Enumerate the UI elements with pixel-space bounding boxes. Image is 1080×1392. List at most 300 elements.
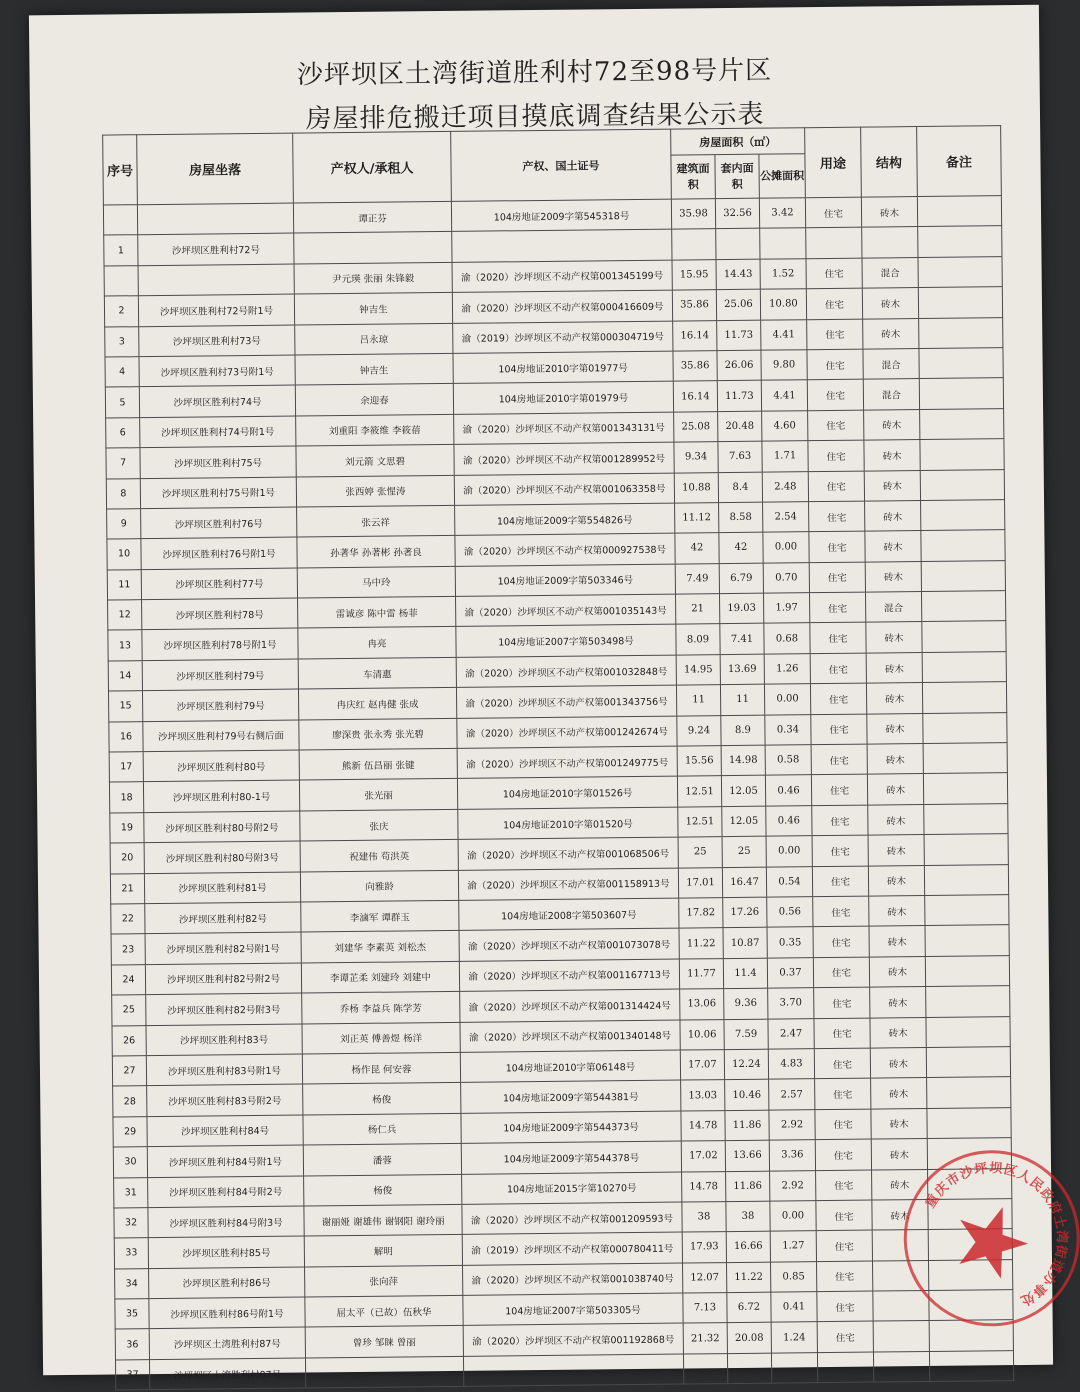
cell-area-inner: 11 — [720, 684, 764, 715]
header-owner: 产权人/承租人 — [293, 131, 452, 203]
cell-seq: 21 — [110, 873, 144, 904]
cell-area-shared: 0.68 — [764, 623, 810, 654]
cell-area-build: 13.06 — [680, 989, 724, 1020]
cell-location: 沙坪坝区土湾胜利村87号 — [149, 1327, 305, 1359]
cell-remarks — [924, 864, 1008, 895]
header-seq: 序号 — [103, 135, 138, 205]
cell-cert: 104房地证2010字第01979号 — [453, 381, 673, 414]
cell-area-inner: 13.66 — [725, 1140, 769, 1171]
cell-structure: 砖木 — [870, 1017, 926, 1048]
cell-cert: 104房地证2007字第503305号 — [463, 1293, 683, 1326]
cell-cert: 渝（2020）沙坪坝区不动产权第001158913号 — [458, 868, 678, 901]
cell-seq: 3 — [105, 326, 139, 357]
cell-structure: 砖木 — [867, 744, 923, 775]
cell-owner: 刘正英 傅善煜 杨洋 — [302, 1022, 460, 1054]
cell-structure: 砖木 — [868, 835, 924, 866]
cell-cert: 104房地证2009字第503346号 — [455, 564, 675, 597]
cell-use: 住宅 — [805, 197, 861, 228]
cell-area-shared: 2.92 — [769, 1109, 815, 1140]
cell-area-inner: 20.08 — [727, 1323, 771, 1354]
cell-use: 住宅 — [813, 926, 869, 957]
cell-location: 沙坪坝区胜利村78号 — [142, 598, 298, 630]
cell-seq: 19 — [110, 812, 144, 843]
cell-location: 沙坪坝区胜利村86号 — [149, 1267, 305, 1299]
cell-area-build — [672, 229, 716, 260]
cell-structure: 砖木 — [867, 713, 923, 744]
cell-area-build: 10.06 — [680, 1019, 724, 1050]
cell-owner: 刘元箭 文思碧 — [296, 445, 454, 477]
cell-area-build: 9.24 — [677, 715, 721, 746]
cell-structure — [862, 227, 918, 258]
cell-structure: 砖木 — [864, 470, 920, 501]
cell-location: 沙坪坝区胜利村83号 — [146, 1024, 302, 1056]
cell-seq: 32 — [114, 1208, 148, 1239]
cell-owner: 曾珍 邹睐 曾丽 — [305, 1326, 463, 1358]
cell-structure: 砖木 — [872, 1169, 928, 1200]
cell-area-inner: 7.63 — [718, 441, 762, 472]
cell-area-shared: 1.52 — [760, 258, 806, 289]
cell-owner: 张庆 — [300, 809, 458, 841]
cell-owner: 屈太平（已故）伍秋华 — [305, 1295, 463, 1327]
cell-area-shared: 4.83 — [768, 1049, 814, 1080]
cell-area-build: 38 — [682, 1201, 726, 1232]
cell-seq: 28 — [113, 1086, 147, 1117]
cell-area-shared: 4.41 — [761, 319, 807, 350]
cell-area-inner: 11.73 — [717, 381, 761, 412]
cell-owner: 张光丽 — [299, 779, 457, 811]
cell-area-build: 35.98 — [671, 199, 715, 230]
cell-use: 住宅 — [815, 1078, 871, 1109]
cell-cert: 104房地证2015字第10270号 — [462, 1172, 682, 1205]
cell-owner: 谭正芬 — [293, 201, 451, 233]
cell-structure — [873, 1321, 929, 1352]
cell-structure: 砖木 — [871, 1078, 927, 1109]
cell-area-shared: 2.92 — [770, 1170, 816, 1201]
cell-remarks — [919, 317, 1003, 348]
cell-area-shared: 0.85 — [771, 1261, 817, 1292]
cell-area-inner: 11.73 — [717, 320, 761, 351]
cell-remarks — [922, 621, 1006, 652]
cell-owner: 尹元瑛 张丽 朱锋毅 — [294, 262, 452, 294]
cell-use: 住宅 — [806, 258, 862, 289]
cell-cert: 渝（2020）沙坪坝区不动产权第001167713号 — [459, 959, 679, 992]
cell-owner: 张向萍 — [305, 1265, 463, 1297]
cell-remarks — [924, 834, 1008, 865]
cell-area-build: 8.09 — [676, 624, 720, 655]
cell-use: 住宅 — [813, 957, 869, 988]
cell-area-shared: 2.54 — [763, 502, 809, 533]
cell-owner: 刘重阳 李筱维 李筱蓓 — [296, 414, 454, 446]
cell-area-inner: 13.69 — [720, 654, 764, 685]
cell-area-inner: 10.87 — [723, 928, 767, 959]
cell-area-build: 11 — [676, 685, 720, 716]
cell-area-build: 17.07 — [680, 1050, 724, 1081]
cell-owner: 杨仁兵 — [303, 1113, 461, 1145]
cell-area-shared: 0.56 — [767, 897, 813, 928]
cell-owner: 钟吉生 — [294, 293, 452, 325]
cell-area-inner: 25 — [722, 836, 766, 867]
cell-remarks — [918, 287, 1002, 318]
cell-owner: 李滷军 谭群玉 — [301, 900, 459, 932]
cell-area-inner — [716, 229, 760, 260]
cell-seq: 27 — [112, 1056, 146, 1087]
cell-use: 住宅 — [816, 1261, 872, 1292]
cell-area-build: 7.13 — [683, 1293, 727, 1324]
cell-seq: 26 — [112, 1025, 146, 1056]
cell-location: 沙坪坝区胜利村72号 — [138, 233, 294, 265]
cell-location: 沙坪坝区胜利村75号 — [140, 446, 296, 478]
cell-owner: 解明 — [304, 1235, 462, 1267]
cell-location — [137, 203, 293, 235]
cell-use: 住宅 — [808, 471, 864, 502]
cell-use: 住宅 — [807, 319, 863, 350]
cell-location: 沙坪坝区胜利村85号 — [148, 1236, 304, 1268]
cell-structure: 砖木 — [864, 409, 920, 440]
cell-remarks — [922, 682, 1006, 713]
cell-area-shared: 1.71 — [762, 441, 808, 472]
cell-location: 沙坪坝区胜利村80号 — [143, 750, 299, 782]
cell-structure: 砖木 — [870, 1047, 926, 1078]
cell-area-shared: 3.70 — [768, 988, 814, 1019]
cell-area-build: 35.86 — [672, 290, 716, 321]
cell-owner: 吕永琼 — [295, 323, 453, 355]
cell-structure — [873, 1351, 929, 1382]
cell-remarks — [922, 651, 1006, 682]
header-area-inner: 套内面积 — [715, 154, 759, 198]
cell-location: 沙坪坝区胜利村74号附1号 — [140, 416, 296, 448]
cell-area-build: 17.93 — [682, 1232, 726, 1263]
cell-owner: 杨俊 — [304, 1174, 462, 1206]
cell-area-build: 10.88 — [674, 472, 718, 503]
cell-owner: 刘建华 李素英 刘松杰 — [301, 931, 459, 963]
cell-location: 沙坪坝区胜利村84号附2号 — [148, 1176, 304, 1208]
cell-cert — [463, 1354, 683, 1387]
cell-remarks — [920, 408, 1004, 439]
header-remarks: 备注 — [917, 126, 1002, 197]
cell-seq: 36 — [115, 1329, 149, 1360]
cell-area-shared: 0.00 — [764, 684, 810, 715]
header-area-shared: 公摊面积 — [759, 154, 805, 198]
cell-structure: 砖木 — [871, 1139, 927, 1170]
cell-area-shared: 0.54 — [766, 866, 812, 897]
cell-area-inner: 16.66 — [726, 1231, 770, 1262]
cell-structure: 砖木 — [866, 622, 922, 653]
cell-owner: 杨作昆 何安蓉 — [302, 1052, 460, 1084]
cell-owner: 张西婷 张惺涛 — [296, 475, 454, 507]
cell-area-shared: 0.46 — [765, 775, 811, 806]
cell-area-shared: 1.26 — [764, 654, 810, 685]
cell-owner: 李谭芷柔 刘建玲 刘建中 — [301, 961, 459, 993]
cell-area-build: 21.32 — [683, 1323, 727, 1354]
cell-use: 住宅 — [810, 623, 866, 654]
cell-area-shared: 2.48 — [762, 471, 808, 502]
cell-cert: 渝（2020）沙坪坝区不动产权第001345199号 — [452, 260, 672, 293]
cell-use: 住宅 — [812, 835, 868, 866]
cell-use: 住宅 — [808, 440, 864, 471]
cell-remarks — [924, 803, 1008, 834]
cell-area-inner: 42 — [719, 532, 763, 563]
cell-cert: 104房地证2010字第01520号 — [458, 807, 678, 840]
cell-owner: 雷诚彦 陈中雷 杨菲 — [298, 596, 456, 628]
cell-area-inner: 32.56 — [715, 198, 759, 229]
cell-area-inner: 38 — [726, 1201, 770, 1232]
cell-remarks — [927, 1077, 1011, 1108]
cell-area-build: 35.86 — [673, 351, 717, 382]
cell-seq: 5 — [105, 387, 139, 418]
cell-use: 住宅 — [809, 562, 865, 593]
cell-use: 住宅 — [812, 805, 868, 836]
cell-area-build: 15.56 — [677, 746, 721, 777]
cell-location: 沙坪坝区胜利村80-1号 — [143, 780, 299, 812]
cell-seq: 12 — [108, 600, 142, 631]
cell-owner: 杨俊 — [303, 1083, 461, 1115]
cell-remarks — [926, 1016, 1010, 1047]
cell-area-inner: 26.06 — [717, 350, 761, 381]
cell-cert: 104房地证2007字第503498号 — [456, 625, 676, 658]
cell-area-inner: 7.59 — [724, 1019, 768, 1050]
cell-area-shared: 0.35 — [767, 927, 813, 958]
cell-area-inner — [727, 1353, 771, 1384]
cell-seq: 35 — [115, 1299, 149, 1330]
cell-area-build: 15.95 — [672, 259, 716, 290]
cell-area-shared: 0.58 — [765, 745, 811, 776]
cell-area-shared: 0.46 — [766, 805, 812, 836]
cell-seq: 7 — [106, 448, 140, 479]
cell-location: 沙坪坝区胜利村76号 — [141, 507, 297, 539]
cell-area-inner: 6.72 — [727, 1292, 771, 1323]
cell-cert: 104房地证2009字第554826号 — [455, 503, 675, 536]
header-cert: 产权、国土证号 — [451, 129, 672, 201]
cell-structure: 砖木 — [862, 288, 918, 319]
cell-cert: 渝（2020）沙坪坝区不动产权第000416609号 — [452, 290, 672, 323]
cell-area-inner: 12.24 — [724, 1049, 768, 1080]
cell-area-build: 25 — [678, 837, 722, 868]
cell-seq: 24 — [111, 964, 145, 995]
cell-cert: 渝（2020）沙坪坝区不动产权第001038740号 — [463, 1263, 683, 1296]
cell-structure: 砖木 — [867, 774, 923, 805]
header-area-build: 建筑面积 — [671, 155, 715, 199]
notice-paper — [29, 5, 1069, 1382]
cell-remarks — [921, 591, 1005, 622]
cell-area-build: 16.14 — [673, 320, 717, 351]
cell-area-build: 17.82 — [679, 898, 723, 929]
cell-use: 住宅 — [808, 410, 864, 441]
cell-seq: 13 — [108, 630, 142, 661]
cell-seq: 25 — [112, 995, 146, 1026]
cell-area-inner: 17.26 — [723, 897, 767, 928]
cell-area-shared: 3.36 — [769, 1140, 815, 1171]
cell-area-inner: 8.4 — [718, 472, 762, 503]
cell-structure: 混合 — [863, 348, 919, 379]
cell-location: 沙坪坝区胜利村79号右侧后面 — [143, 720, 299, 752]
cell-seq: 17 — [109, 752, 143, 783]
cell-remarks — [919, 378, 1003, 409]
cell-area-build: 16.14 — [673, 381, 717, 412]
cell-cert: 104房地证2010字第01526号 — [457, 776, 677, 809]
cell-cert: 104房地证2009字第544381号 — [461, 1080, 681, 1113]
cell-structure: 砖木 — [869, 926, 925, 957]
cell-owner: 熊新 伍昌丽 张键 — [299, 748, 457, 780]
cell-owner: 潘蓉 — [303, 1143, 461, 1175]
cell-use: 住宅 — [812, 866, 868, 897]
cell-owner: 张云祥 — [297, 505, 455, 537]
header-use: 用途 — [805, 127, 862, 198]
cell-area-build: 21 — [676, 594, 720, 625]
cell-owner: 祝建伟 苟洪英 — [300, 840, 458, 872]
cell-seq: 2 — [104, 296, 138, 327]
cell-location: 沙坪坝区胜利村84号附1号 — [147, 1145, 303, 1177]
cell-area-build: 13.03 — [681, 1080, 725, 1111]
cell-use: 住宅 — [816, 1200, 872, 1231]
cell-seq: 34 — [115, 1268, 149, 1299]
cell-area-shared — [760, 228, 806, 259]
cell-structure: 砖木 — [865, 500, 921, 531]
cell-use: 住宅 — [817, 1291, 873, 1322]
cell-cert: 渝（2020）沙坪坝区不动产权第001249775号 — [457, 746, 677, 779]
cell-location: 沙坪坝区胜利村80号附3号 — [144, 841, 300, 873]
cell-cert: 渝（2019）沙坪坝区不动产权第000304719号 — [453, 321, 673, 354]
cell-structure: 砖木 — [871, 1108, 927, 1139]
cell-seq: 15 — [108, 691, 142, 722]
cell-structure: 砖木 — [869, 895, 925, 926]
cell-area-build: 12.51 — [677, 776, 721, 807]
cell-use: 住宅 — [811, 744, 867, 775]
cell-area-shared: 0.34 — [765, 714, 811, 745]
cell-use: 住宅 — [809, 531, 865, 562]
cell-location: 沙坪坝区胜利村74号 — [139, 385, 295, 417]
cell-cert: 渝（2020）沙坪坝区不动产权第000927538号 — [455, 533, 675, 566]
cell-cert: 渝（2020）沙坪坝区不动产权第001073078号 — [459, 928, 679, 961]
cell-area-inner: 19.03 — [720, 593, 764, 624]
cell-use — [806, 228, 862, 259]
cell-structure: 混合 — [863, 379, 919, 410]
cell-seq: 23 — [111, 934, 145, 965]
cell-structure: 砖木 — [861, 197, 917, 228]
header-location: 房屋坐落 — [137, 133, 294, 205]
cell-area-shared: 2.57 — [769, 1079, 815, 1110]
cell-seq — [104, 265, 138, 296]
cell-area-shared: 4.60 — [762, 410, 808, 441]
cell-area-build — [683, 1353, 727, 1384]
red-star-icon — [946, 1195, 1036, 1283]
seal-text: 重庆市沙坪坝区人民政府土湾街道办事处 — [923, 1161, 1069, 1309]
cell-owner: 谢丽娅 谢雄伟 谢钢阳 谢玲丽 — [304, 1204, 462, 1236]
cell-location: 沙坪坝区胜利村78号附1号 — [142, 629, 298, 661]
cell-area-inner: 11.4 — [723, 958, 767, 989]
cell-area-inner: 12.05 — [721, 776, 765, 807]
cell-remarks — [929, 1350, 1013, 1381]
cell-use: 住宅 — [809, 501, 865, 532]
cell-cert: 104房地证2010字第06148号 — [460, 1050, 680, 1083]
cell-cert: 渝（2020）沙坪坝区不动产权第001314424号 — [460, 989, 680, 1022]
cell-seq: 16 — [109, 721, 143, 752]
cell-use: 住宅 — [815, 1109, 871, 1140]
cell-area-inner: 11.86 — [726, 1171, 770, 1202]
cell-area-build: 14.78 — [681, 1110, 725, 1141]
cell-use: 住宅 — [809, 592, 865, 623]
cell-remarks — [917, 196, 1001, 227]
cell-location: 沙坪坝区胜利村81号 — [144, 872, 300, 904]
cell-cert: 104房地证2010字第01977号 — [453, 351, 673, 384]
cell-area-shared: 2.47 — [768, 1018, 814, 1049]
cell-owner: 廖深贵 张永秀 张光碧 — [299, 718, 457, 750]
cell-cert: 渝（2020）沙坪坝区不动产权第001343131号 — [454, 412, 674, 445]
cell-location: 沙坪坝区胜利村72号附1号 — [138, 294, 294, 326]
cell-remarks — [926, 1047, 1010, 1078]
cell-seq: 6 — [106, 417, 140, 448]
cell-area-build: 42 — [675, 533, 719, 564]
cell-area-inner: 14.98 — [721, 745, 765, 776]
cell-area-shared: 0.00 — [766, 836, 812, 867]
cell-area-build: 11.22 — [679, 928, 723, 959]
cell-area-build: 17.02 — [681, 1141, 725, 1172]
cell-area-inner: 12.05 — [722, 806, 766, 837]
cell-owner: 钟吉生 — [295, 353, 453, 385]
cell-location: 沙坪坝区胜利村84号 — [147, 1115, 303, 1147]
cell-location: 沙坪坝区胜利村82号附2号 — [145, 963, 301, 995]
cell-structure: 砖木 — [868, 865, 924, 896]
cell-cert: 渝（2020）沙坪坝区不动产权第001209593号 — [462, 1202, 682, 1235]
cell-structure: 砖木 — [865, 561, 921, 592]
cell-area-build: 7.49 — [675, 563, 719, 594]
cell-structure: 砖木 — [872, 1199, 928, 1230]
cell-cert: 渝（2020）沙坪坝区不动产权第001035143号 — [456, 594, 676, 627]
cell-area-shared: 9.80 — [761, 350, 807, 381]
cell-remarks — [920, 469, 1004, 500]
cell-use: 住宅 — [814, 1018, 870, 1049]
cell-structure: 砖木 — [870, 987, 926, 1018]
cell-area-inner: 9.36 — [724, 988, 768, 1019]
cell-structure: 砖木 — [866, 652, 922, 683]
cell-cert: 104房地证2009字第544378号 — [461, 1141, 681, 1174]
cell-cert: 渝（2020）沙坪坝区不动产权第001192868号 — [463, 1323, 683, 1356]
cell-owner: 冉庆红 赵冉健 张成 — [298, 688, 456, 720]
cell-area-build: 25.08 — [674, 411, 718, 442]
cell-seq: 37 — [115, 1359, 149, 1390]
cell-owner: 孙著华 孙著彬 孙著良 — [297, 536, 455, 568]
cell-area-build: 12.07 — [683, 1262, 727, 1293]
cell-use: 住宅 — [817, 1322, 873, 1353]
cell-remarks — [926, 986, 1010, 1017]
cell-remarks — [921, 530, 1005, 561]
cell-remarks — [921, 560, 1005, 591]
cell-seq: 31 — [114, 1177, 148, 1208]
cell-area-build: 17.01 — [678, 867, 722, 898]
cell-area-shared: 3.42 — [759, 198, 805, 229]
cell-use: 住宅 — [811, 714, 867, 745]
cell-area-inner: 7.41 — [720, 624, 764, 655]
cell-seq: 4 — [105, 357, 139, 388]
cell-location: 沙坪坝区胜利村86号附1号 — [149, 1297, 305, 1329]
cell-area-inner: 10.46 — [725, 1079, 769, 1110]
cell-use: 住宅 — [813, 896, 869, 927]
cell-use: 住宅 — [811, 775, 867, 806]
cell-cert: 渝（2020）沙坪坝区不动产权第001343756号 — [456, 685, 676, 718]
cell-remarks — [923, 712, 1007, 743]
cell-area-shared: 0.41 — [771, 1292, 817, 1323]
cell-remarks — [925, 955, 1009, 986]
cell-owner: 冉亮 — [298, 627, 456, 659]
cell-cert: 渝（2020）沙坪坝区不动产权第001242674号 — [457, 716, 677, 749]
cell-location: 沙坪坝区胜利村75号附1号 — [140, 477, 296, 509]
cell-structure: 砖木 — [869, 956, 925, 987]
cell-structure: 混合 — [865, 592, 921, 623]
cell-area-shared — [771, 1352, 817, 1383]
cell-structure: 混合 — [862, 257, 918, 288]
cell-owner: 余迎春 — [295, 384, 453, 416]
cell-use — [817, 1352, 873, 1383]
cell-cert: 104房地证2009字第545318号 — [451, 199, 671, 232]
